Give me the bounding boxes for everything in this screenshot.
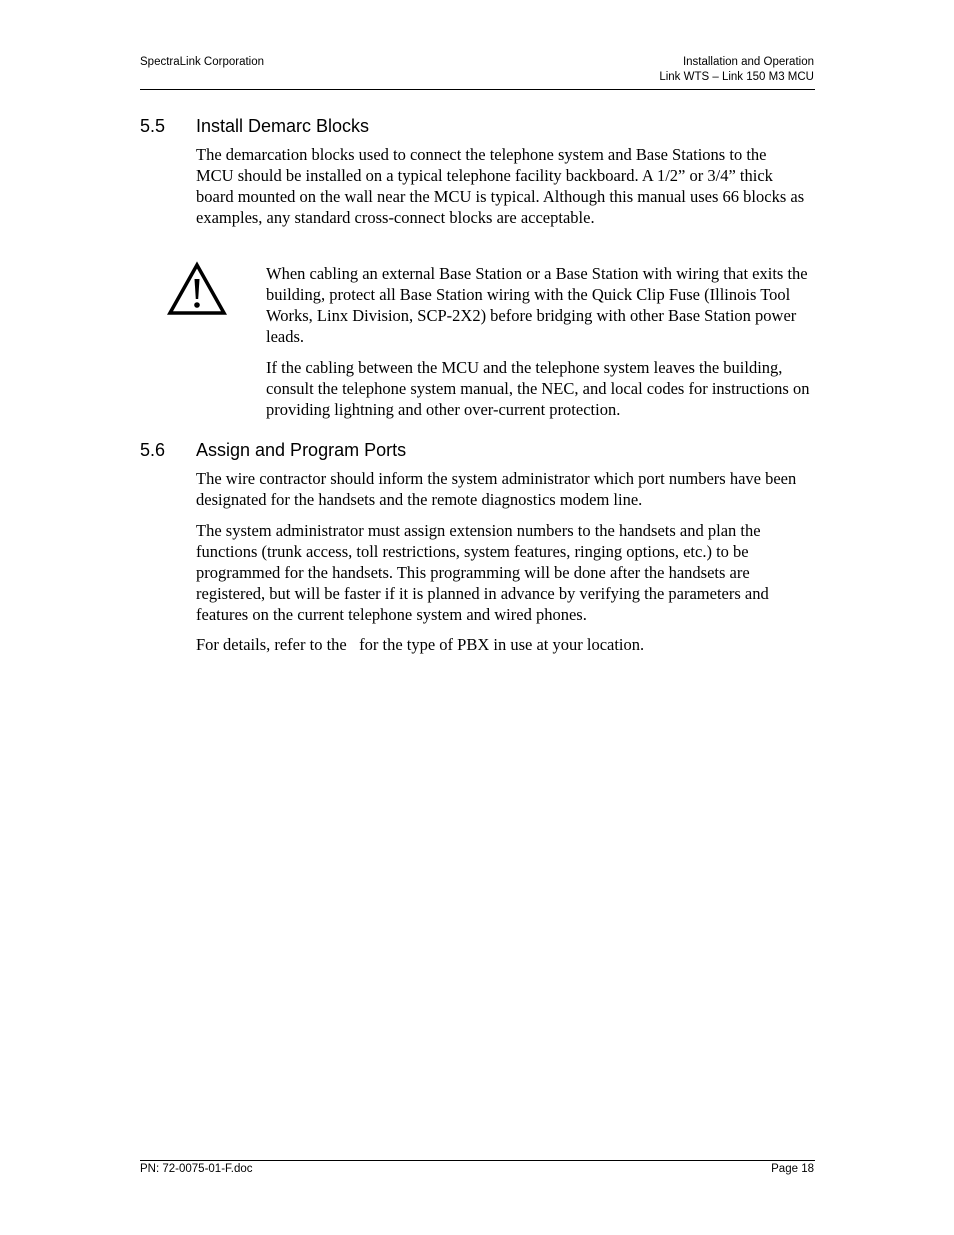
header-title-line1: Installation and Operation bbox=[682, 56, 814, 68]
page-header-title bbox=[659, 55, 814, 85]
header-title-line2: Link WTS – Link 150 M3 MCU bbox=[659, 71, 814, 83]
warning-paragraph-fuse: When cabling an external Base Station or a Base Station with wiring that exits the building, protect all Base Station wiring with the Quick Clip Fuse (Illinois Tool Works, Linx Division, SCP-2X2) before bridging with other Base Station power leads. bbox=[266, 264, 808, 346]
section-number: 5.6 bbox=[140, 440, 166, 460]
warning-paragraph-lightning: If the cabling between the MCU and the telephone system leaves the building, consult the telephone system manual, the NEC, and local codes for instructions on providing lightning and other over-current protection. bbox=[266, 358, 810, 419]
footer-part-number: PN: 72-0075-01-F.doc bbox=[140, 1163, 253, 1175]
paragraph-wire-contractor: The wire contractor should inform the system administrator which port numbers have been designated for the handsets and the remote diagnostics modem line. bbox=[196, 469, 797, 509]
section-title: Install Demarc Blocks bbox=[196, 116, 370, 136]
section-number: 5.5 bbox=[140, 116, 166, 136]
header-rule bbox=[140, 89, 815, 90]
paragraph-demarc-blocks: The demarcation blocks used to connect the telephone system and Base Stations to the MCU should be installed on a typical telephone facility backboard. A 1/2” or 3/4” thick board mounted on the wall near the MCU is typical. Although this manual uses 66 blocks as examples, any standard cross-connect blocks are acceptable. bbox=[196, 145, 805, 227]
footer-page-number: Page 18 bbox=[771, 1163, 814, 1175]
page-header-company: SpectraLink Corporation bbox=[140, 56, 265, 68]
warning-triangle-icon bbox=[167, 261, 227, 317]
section-title: Assign and Program Ports bbox=[196, 440, 407, 460]
section-heading-5-6 bbox=[140, 439, 406, 461]
paragraph-system-administrator: The system administrator must assign extension numbers to the handsets and plan the functions (trunk access, toll restrictions, system features, ringing options, etc.) to be programmed for the handsets. This programming will be done after the handsets are registered, but will be faster if it is planned in advance by verifying the parameters and features on the current telephone system and wired phones. bbox=[196, 521, 769, 624]
paragraph-for-details: For details, refer to the for the type of PBX in use at your location. bbox=[196, 635, 645, 654]
footer-rule bbox=[140, 1160, 815, 1161]
section-heading-5-5 bbox=[140, 115, 369, 137]
